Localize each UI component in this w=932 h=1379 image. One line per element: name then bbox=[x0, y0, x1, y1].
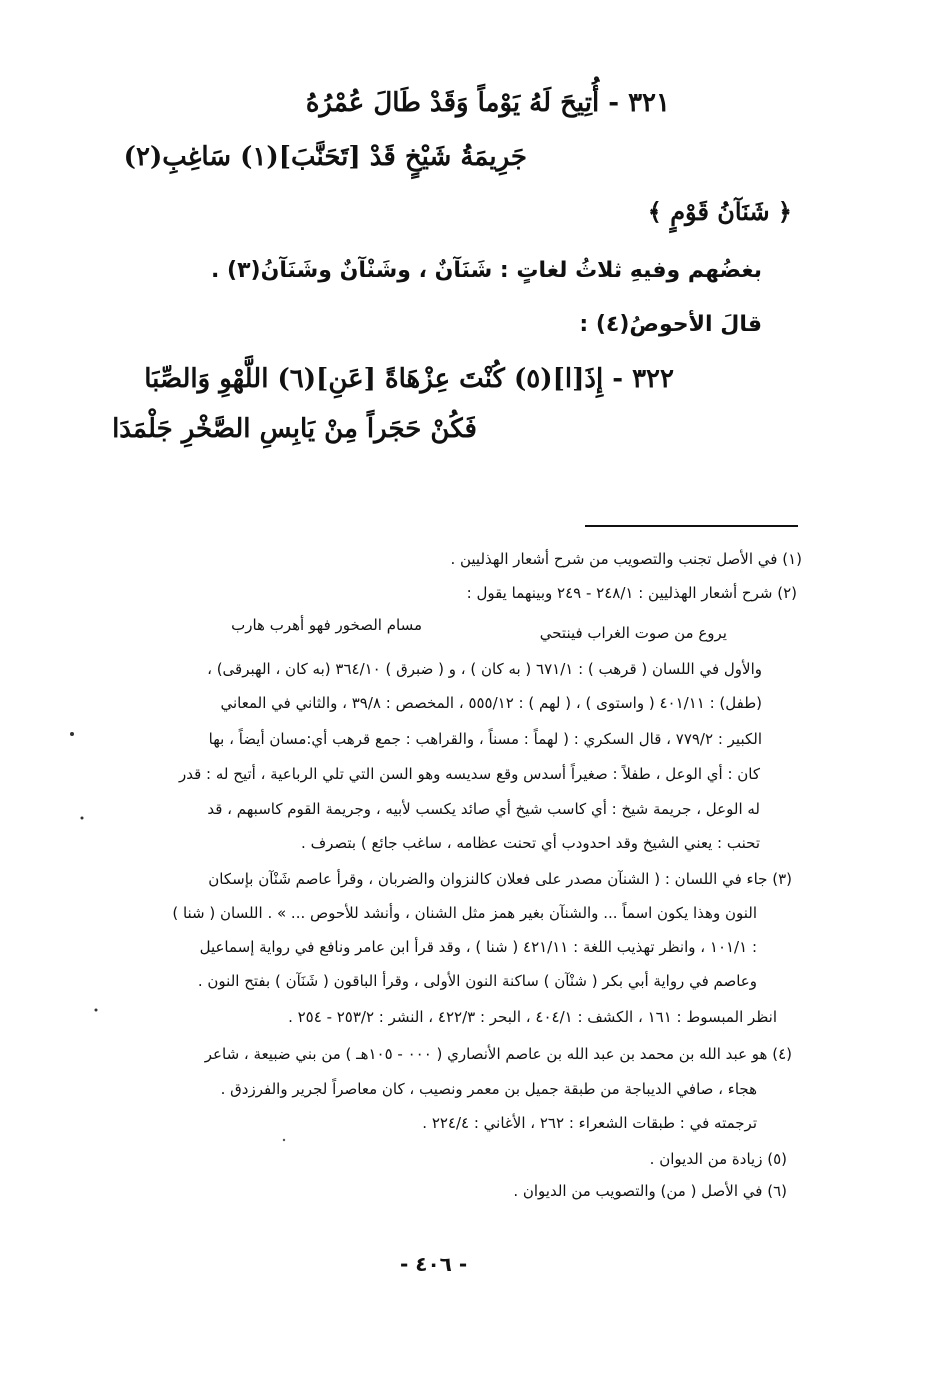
footnote-6: (٦) في الأصل ( من) والتصويب من الديوان . bbox=[513, 1182, 787, 1200]
footnote-4-line-2: هجاء ، صافي الديباجة من طبقة جميل بن معمر ونصيب ، كان معاصراً لجرير والفرزدق . bbox=[220, 1080, 757, 1098]
quoted-verse-second-half: مسام الصخور فهو أهرب هارب bbox=[231, 616, 422, 634]
footnote-5: (٥) زيادة من الديوان . bbox=[649, 1150, 787, 1168]
footnote-2-line-6: كان : أي الوعل ، طفلاً : صغيراً أسدس وقع سديسه وهو السن التي تلي الرباعية ، أتيح له : قدر bbox=[179, 765, 760, 783]
verse-321-second-hemistich: جَرِيمَةُ شَيْخٍ قَدْ [تَحَنَّبَ](١) سَاغِبِ(٢) bbox=[123, 142, 527, 172]
footnote-3-line-2: النون وهذا يكون اسماً ... والشنآن بغير همز مثل الشنان ، وأنشد للأحوص ... » . اللسان ( شنا ) bbox=[172, 904, 757, 922]
footnote-2-line-5: الكبير : ٧٧٩/٢ ، قال السكري : ( لهماً : مسناً ، والقراهب : جمع قرهب أي:مسان أيضاً ، بها bbox=[208, 730, 762, 748]
quoted-verse-first-half: يروع من صوت الغراب فينتحي bbox=[539, 624, 727, 642]
footnote-2-line-4: (طفل) : ٤٠١/١١ ( واستوى ) ، ( لهم ) : ٥٥٥/١٢ ، المخصص : ٣٩/٨ ، والثاني في المعاني bbox=[220, 694, 762, 712]
verse-321-first-hemistich: ٣٢١ - أُتِيحَ لَهُ يَوْماً وَقَدْ طَالَ عُمْرُهُ bbox=[305, 88, 670, 118]
footnote-2-line-7: له الوعل ، جريمة شيخ : أي كاسب شيخ أي صائد يكسب لأبيه ، وجريمة القوم كاسبهم ، قد bbox=[207, 800, 760, 818]
footnote-3: (٣) جاء في اللسان : ( الشنآن مصدر على فعلان كالنزوان والضربان ، وقرأ عاصم شَنْآن بإسكان bbox=[208, 870, 792, 888]
page-number: - ٤٠٦ - bbox=[400, 1252, 468, 1276]
footnote-3-line-4: وعاصم في رواية أبي بكر ( شنْآن ) ساكنة النون الأولى ، وقرأ الباقون ( شَنَآن ) بفتح النون . bbox=[197, 972, 757, 990]
lughat-line: بغضُهم وفيهِ ثلاثُ لغاتٍ : شَنَآنٌ ، وشَنْآنٌ وشَنَآنُ(٣) . bbox=[211, 258, 762, 283]
footnote-3-line-5: انظر المبسوط : ١٦١ ، الكشف : ٤٠٤/١ ، البحر : ٤٢٢/٣ ، النشر : ٢٥٣/٢ - ٢٥٤ . bbox=[288, 1008, 777, 1026]
section-heading: ﴿ شَنَآنُ قَوْمٍ ﴾ bbox=[647, 197, 792, 226]
footnote-1: (١) في الأصل تجنب والتصويب من شرح أشعار الهذليين . bbox=[450, 550, 802, 568]
footnote-separator bbox=[585, 525, 798, 527]
footnote-4: (٤) هو عبد الله بن محمد بن عبد الله بن عاصم الأنصاري ( ٠٠٠ - ١٠٥هـ ) من بني ضبيعة ، شاعر bbox=[204, 1045, 792, 1063]
verse-322-first-hemistich: ٣٢٢ - إِذَ[ا](٥) كُنْتَ عِزْهَاةً [عَنِ](٦) اللَّهْوِ وَالصِّبَا bbox=[144, 364, 674, 394]
footnote-2-line-8: تحنب : يعني الشيخ وقد احدودب أي تحنت عظامه ، ساغب جائع ) بتصرف . bbox=[301, 834, 760, 852]
ahwas-line: قالَ الأحوصُ(٤) : bbox=[579, 312, 762, 337]
footnote-2: (٢) شرح أشعار الهذليين : ٢٤٨/١ - ٢٤٩ وبينهما يقول : bbox=[466, 584, 797, 602]
footnote-4-line-3: ترجمته في : طبقات الشعراء : ٢٦٢ ، الأغاني : ٢٢٤/٤ . bbox=[422, 1114, 757, 1132]
verse-322-second-hemistich: فَكُنْ حَجَراً مِنْ يَابِسِ الصَّخْرِ جَلْمَدَا bbox=[112, 414, 477, 444]
footnote-2-line-3: والأول في اللسان ( قرهب ) : ٦٧١/١ ( به كان ) ، و ( ضبرق ) ٣٦٤/١٠ (به كان ، الهبرقى) ، bbox=[207, 660, 762, 678]
footnote-3-line-3: : ١٠١/١ ، وانظر تهذيب اللغة : ٤٢١/١١ ( شنا ) ، وقد قرأ ابن عامر ونافع في رواية إسماعيل bbox=[199, 938, 757, 956]
